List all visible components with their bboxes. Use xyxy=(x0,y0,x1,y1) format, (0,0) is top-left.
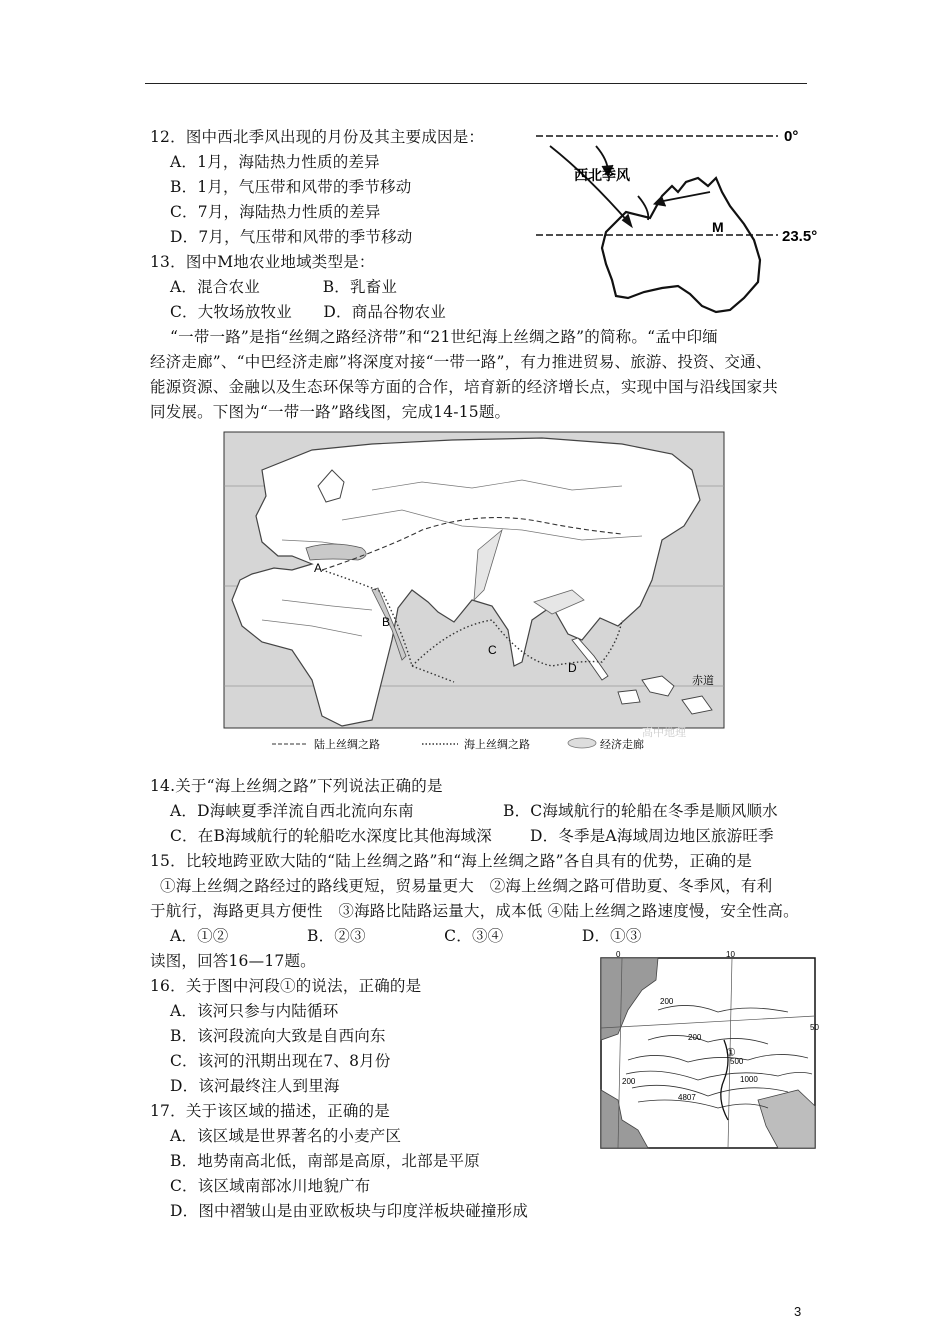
legend-land-label: 陆上丝绸之路 xyxy=(314,739,380,751)
peak-elevation-label: 4807 xyxy=(678,1093,696,1102)
q12-option-d[interactable]: D．7月，气压带和风带的季节移动 xyxy=(170,228,413,246)
page-number: 3 xyxy=(794,1304,802,1319)
lat-23-label: 23.5° xyxy=(782,228,818,245)
contour-1000-label: 1000 xyxy=(740,1075,758,1084)
q17-option-c[interactable]: C．该区域南部冰川地貌广布 xyxy=(170,1177,371,1195)
q16-option-d[interactable]: D．该河最终注人到里海 xyxy=(170,1077,340,1095)
label-c: C xyxy=(488,643,497,657)
contour-map xyxy=(598,950,824,1152)
label-a: A xyxy=(314,561,323,575)
q12-option-c[interactable]: C．7月，海陆热力性质的差异 xyxy=(170,203,381,221)
label-d: D xyxy=(568,661,577,675)
passage-line-4: 同发展。下图为“一带一路”路线图，完成14-15题。 xyxy=(150,403,511,421)
q12-stem: 12．图中西北季风出现的月份及其主要成因是： xyxy=(150,128,485,146)
q16-option-b[interactable]: B．该河段流向大致是自西向东 xyxy=(170,1027,386,1045)
q15-statement-line-2: 于航行，海路更具方便性 ③海路比陆路运量大，成本低 ④陆上丝绸之路速度慢，安全性高。 xyxy=(150,902,799,920)
header-rule xyxy=(145,83,807,84)
contour-200-label: 200 xyxy=(660,997,674,1006)
q16-stem: 16．关于图中河段①的说法，正确的是 xyxy=(150,977,422,995)
monsoon-arrow-1 xyxy=(550,146,630,224)
q14-option-c[interactable]: C．在B海域航行的轮船吃水深度比其他海域深 xyxy=(170,827,492,845)
q14-option-b[interactable]: B．C海域航行的轮船在冬季是顺风顺水 xyxy=(503,802,778,820)
belt-and-road-map xyxy=(222,430,728,760)
legend-corridor-swatch xyxy=(568,738,596,748)
monsoon-label: 西北季风 xyxy=(574,167,630,183)
lat-50-label: 50 xyxy=(810,1023,819,1032)
lon-10-label: 10 xyxy=(726,950,735,959)
lat-0-label: 0° xyxy=(784,128,799,145)
q13-options-ab[interactable]: A．混合农业 B．乳畜业 xyxy=(170,278,398,296)
passage-line-3: 能源资源、金融以及生态环保等方面的合作，培育新的经济增长点，实现中国与沿线国家共 xyxy=(150,378,779,396)
legend-sea-label: 海上丝绸之路 xyxy=(464,739,530,751)
australia-monsoon-map xyxy=(530,120,820,335)
contour-200b-label: 200 xyxy=(688,1033,702,1042)
lon-0-label: 0 xyxy=(616,950,621,959)
q17-option-b[interactable]: B．地势南高北低，南部是高原，北部是平原 xyxy=(170,1152,480,1170)
passage-line-2: 经济走廊”、“中巴经济走廊”将深度对接“一带一路”，有力推进贸易、旅游、投资、交通、 xyxy=(150,353,772,371)
contour-200c-label: 200 xyxy=(622,1077,636,1086)
intro-16-17: 读图，回答16—17题。 xyxy=(150,952,316,970)
q12-option-b[interactable]: B．1月，气压带和风带的季节移动 xyxy=(170,178,412,196)
river-label: ① xyxy=(726,1047,736,1059)
watermark: 高中地理 xyxy=(642,727,686,739)
q16-option-c[interactable]: C．该河的汛期出现在7、8月份 xyxy=(170,1052,391,1070)
q13-stem: 13．图中M地农业地域类型是： xyxy=(150,253,375,271)
q14-stem: 14.关于“海上丝绸之路”下列说法正确的是 xyxy=(150,777,443,795)
mediterranean-sea xyxy=(306,544,366,560)
legend-corridor-label: 经济走廊 xyxy=(600,739,644,751)
q17-option-d[interactable]: D．图中褶皱山是由亚欧板块与印度洋板块碰撞形成 xyxy=(170,1202,529,1220)
equator-label: 赤道 xyxy=(692,675,714,687)
q16-option-a[interactable]: A．该河只参与内陆循环 xyxy=(170,1002,339,1020)
q15-stem: 15．比较地跨亚欧大陆的“陆上丝绸之路”和“海上丝绸之路”各自具有的优势，正确的是 xyxy=(150,852,753,870)
q15-statement-line-1: ①海上丝绸之路经过的路线更短，贸易量更大 ②海上丝绸之路可借助夏、冬季风，有利 xyxy=(160,877,773,895)
q17-option-a[interactable]: A．该区域是世界著名的小麦产区 xyxy=(170,1127,402,1145)
passage-line-1: “一带一路”是指“丝绸之路经济带”和“21世纪海上丝绸之路”的简称。“孟中印缅 xyxy=(170,328,718,346)
label-b: B xyxy=(382,615,391,629)
contour-500-label: 500 xyxy=(730,1057,744,1066)
q13-options-cd[interactable]: C．大牧场放牧业 D．商品谷物农业 xyxy=(170,303,446,321)
q14-option-a[interactable]: A．D海峡夏季洋流自西北流向东南 xyxy=(170,802,414,820)
q15-options[interactable]: A．①② B．②③ C．③④ D．①③ xyxy=(170,927,642,945)
q14-option-d[interactable]: D．冬季是A海域周边地区旅游旺季 xyxy=(530,827,774,845)
m-label: M xyxy=(712,219,724,235)
q17-stem: 17．关于该区域的描述，正确的是 xyxy=(150,1102,390,1120)
q12-option-a[interactable]: A．1月，海陆热力性质的差异 xyxy=(170,153,380,171)
